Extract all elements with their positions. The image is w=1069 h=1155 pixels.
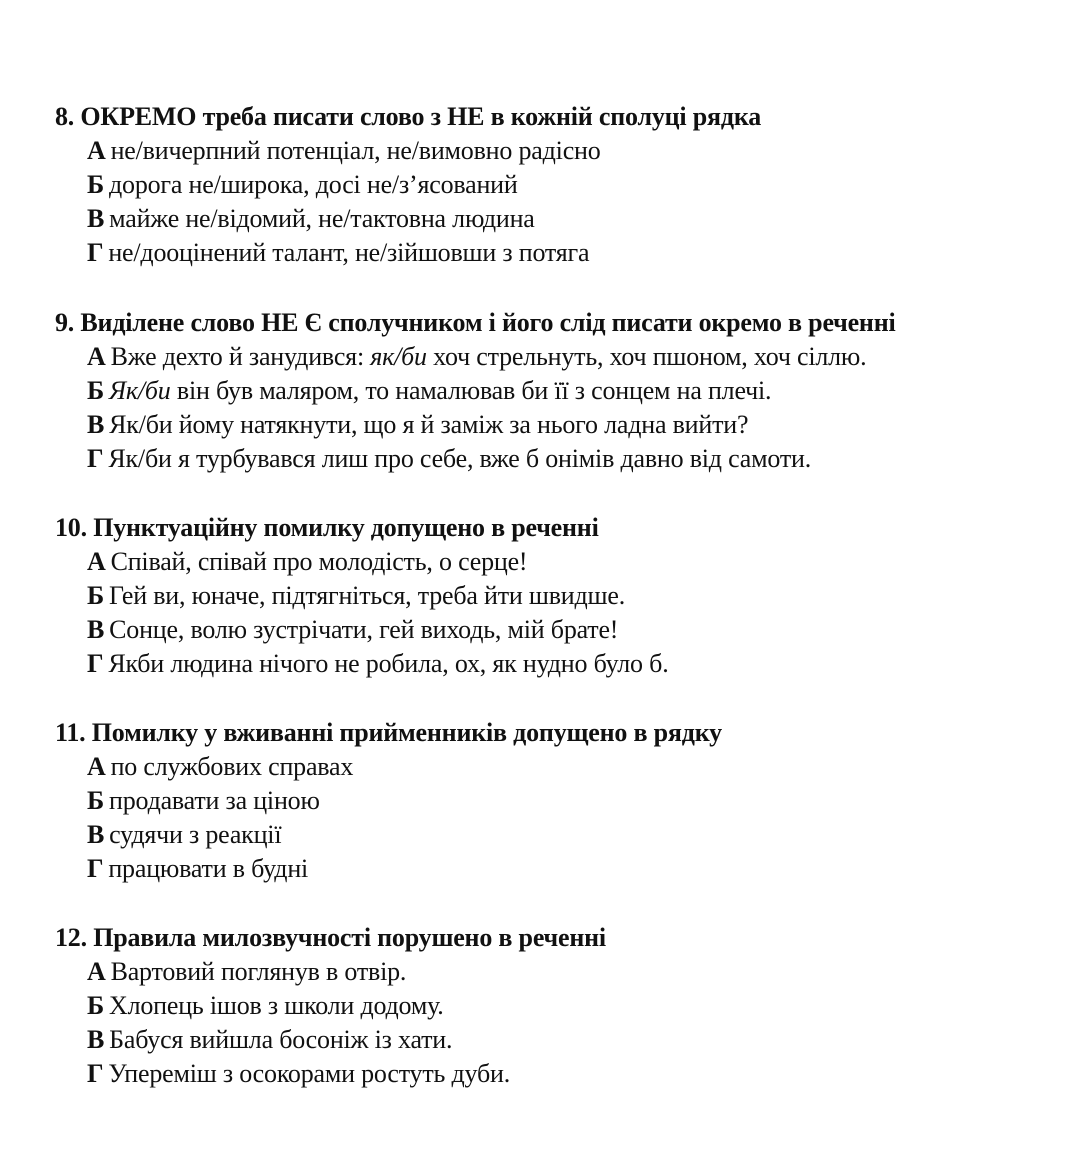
option-a — [87, 340, 1055, 374]
question-9 — [55, 306, 1055, 476]
highlighted-word: Як/би — [109, 376, 171, 405]
option-text: не/дооцінений талант, не/зійшовши з потяга — [108, 238, 590, 267]
option-letter: Г — [87, 444, 104, 473]
option-letter: Г — [87, 854, 104, 883]
option-text-post: він був маляром, то намалював би її з сонцем на плечі. — [170, 376, 772, 405]
option-letter: Б — [87, 581, 104, 610]
option-letter: А — [87, 136, 106, 165]
option-letter: Б — [87, 170, 104, 199]
option-text: Співай, співай про молодість, о серце! — [110, 547, 528, 576]
option-text: не/вичерпний потенціал, не/вимовно радісно — [110, 136, 601, 165]
highlighted-word: як/би — [370, 342, 427, 371]
option-text: Сонце, волю зустрічати, гей виходь, мій брате! — [109, 615, 619, 644]
question-title: 12. Правила милозвучності порушено в реченні — [55, 923, 606, 952]
option-letter: А — [87, 547, 106, 576]
option-a — [87, 134, 1055, 168]
option-b — [87, 374, 1055, 408]
option-letter: В — [87, 1025, 105, 1054]
question-11 — [55, 716, 1055, 886]
option-text: Вартовий поглянув в отвір. — [110, 957, 407, 986]
option-a — [87, 955, 1055, 989]
option-letter: В — [87, 615, 105, 644]
option-letter: В — [87, 204, 105, 233]
option-text: Як/би я турбувався лиш про себе, вже б онімів давно від самоти. — [108, 444, 812, 473]
option-b — [87, 989, 1055, 1023]
option-v — [87, 1023, 1055, 1057]
question-8 — [55, 100, 1055, 270]
option-v — [87, 202, 1055, 236]
option-text: по службових справах — [110, 752, 354, 781]
option-text: продавати за ціною — [109, 786, 320, 815]
option-h — [87, 236, 1055, 270]
option-text: судячи з реакції — [109, 820, 282, 849]
option-text: дорога не/широка, досі не/з’ясований — [109, 170, 518, 199]
option-letter: А — [87, 957, 106, 986]
option-letter: Г — [87, 649, 104, 678]
question-title: 10. Пунктуаційну помилку допущено в реченні — [55, 513, 599, 542]
option-text-pre: Вже дехто й занудився: — [110, 342, 371, 371]
option-v — [87, 818, 1055, 852]
option-text-post: хоч стрельнуть, хоч пшоном, хоч сіллю. — [426, 342, 867, 371]
question-title: 8. ОКРЕМО треба писати слово з НЕ в кожній сполуці рядка — [55, 102, 762, 131]
option-h — [87, 442, 1055, 476]
option-text: Якби людина нічого не робила, ох, як нудно було б. — [108, 649, 669, 678]
option-letter: Б — [87, 786, 104, 815]
option-b — [87, 579, 1055, 613]
option-letter: В — [87, 820, 105, 849]
option-letter: Б — [87, 991, 104, 1020]
option-letter: А — [87, 342, 106, 371]
option-a — [87, 545, 1055, 579]
option-letter: Б — [87, 376, 104, 405]
option-h — [87, 852, 1055, 886]
option-text: Як/би йому натякнути, що я й заміж за нього ладна вийти? — [109, 410, 749, 439]
option-text: Гей ви, юначе, підтягніться, треба йти швидше. — [109, 581, 625, 610]
question-title: 11. Помилку у вживанні прийменників допущено в рядку — [55, 718, 722, 747]
option-letter: Г — [87, 1059, 104, 1088]
option-letter: А — [87, 752, 106, 781]
option-text: майже не/відомий, не/тактовна людина — [109, 204, 535, 233]
option-text: працювати в будні — [108, 854, 309, 883]
option-h — [87, 647, 1055, 681]
option-h — [87, 1057, 1055, 1091]
option-text: Бабуся вийшла босоніж із хати. — [109, 1025, 453, 1054]
option-b — [87, 784, 1055, 818]
option-text: Хлопець ішов з школи додому. — [109, 991, 444, 1020]
option-letter: В — [87, 410, 105, 439]
question-title: 9. Виділене слово НЕ Є сполучником і його слід писати окремо в реченні — [55, 308, 896, 337]
option-v — [87, 408, 1055, 442]
option-letter: Г — [87, 238, 104, 267]
option-a — [87, 750, 1055, 784]
option-text: Упереміш з осокорами ростуть дуби. — [108, 1059, 510, 1088]
question-12 — [55, 921, 1055, 1091]
option-b — [87, 168, 1055, 202]
option-v — [87, 613, 1055, 647]
question-10 — [55, 511, 1055, 681]
